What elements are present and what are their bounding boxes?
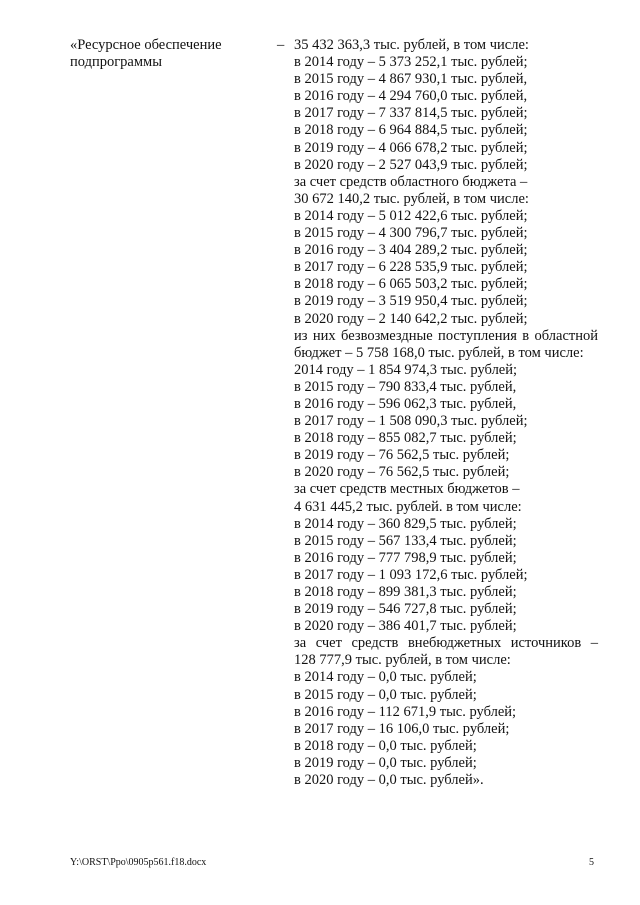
funding-line: 30 672 140,2 тыс. рублей, в том числе: xyxy=(294,190,529,207)
funding-line: из них безвозмездные поступления в областной xyxy=(294,327,598,344)
resource-heading-line-2: подпрограммы xyxy=(70,54,162,71)
funding-details xyxy=(294,37,598,789)
funding-line: 128 777,9 тыс. рублей, в том числе: xyxy=(294,652,511,669)
funding-line: в 2017 году – 1 093 172,6 тыс. рублей; xyxy=(294,566,528,583)
resource-heading-line-1: «Ресурсное обеспечение xyxy=(70,37,222,53)
funding-line: в 2015 году – 0,0 тыс. рублей; xyxy=(294,686,477,703)
page-number: 5 xyxy=(589,857,594,868)
funding-line: в 2018 году – 855 082,7 тыс. рублей; xyxy=(294,430,517,447)
funding-line: в 2014 году – 5 012 422,6 тыс. рублей; xyxy=(294,207,528,224)
funding-line: в 2015 году – 4 300 796,7 тыс. рублей; xyxy=(294,225,528,242)
funding-line: 4 631 445,2 тыс. рублей. в том числе: xyxy=(294,498,522,515)
funding-line: за счет средств внебюджетных источников – xyxy=(294,635,598,652)
funding-line: в 2019 году – 546 727,8 тыс. рублей; xyxy=(294,601,517,618)
funding-line: в 2018 году – 0,0 тыс. рублей; xyxy=(294,737,477,754)
funding-line: в 2019 году – 0,0 тыс. рублей; xyxy=(294,754,477,771)
footer-file-path: Y:\ORST\Ppo\0905p561.f18.docx xyxy=(70,857,207,868)
funding-line: в 2020 году – 0,0 тыс. рублей». xyxy=(294,772,484,789)
funding-line: в 2017 году – 7 337 814,5 тыс. рублей; xyxy=(294,105,528,122)
funding-line: в 2015 году – 4 867 930,1 тыс. рублей, xyxy=(294,71,528,88)
funding-line: в 2015 году – 567 133,4 тыс. рублей; xyxy=(294,532,517,549)
funding-line: бюджет – 5 758 168,0 тыс. рублей, в том числе: xyxy=(294,344,584,361)
funding-line: в 2016 году – 4 294 760,0 тыс. рублей, xyxy=(294,88,528,105)
funding-line: в 2017 году – 6 228 535,9 тыс. рублей; xyxy=(294,259,528,276)
funding-line: в 2017 году – 1 508 090,3 тыс. рублей; xyxy=(294,413,528,430)
funding-line: в 2020 году – 2 527 043,9 тыс. рублей; xyxy=(294,156,528,173)
resource-heading xyxy=(70,37,260,71)
funding-line: в 2017 году – 16 106,0 тыс. рублей; xyxy=(294,720,510,737)
funding-line: в 2015 году – 790 833,4 тыс. рублей, xyxy=(294,378,517,395)
funding-line: в 2020 году – 386 401,7 тыс. рублей; xyxy=(294,618,517,635)
funding-line: в 2019 году – 3 519 950,4 тыс. рублей; xyxy=(294,293,528,310)
funding-line: в 2016 году – 3 404 289,2 тыс. рублей; xyxy=(294,242,528,259)
funding-line: в 2020 году – 2 140 642,2 тыс. рублей; xyxy=(294,310,528,327)
funding-line: в 2016 году – 596 062,3 тыс. рублей, xyxy=(294,395,517,412)
funding-line: в 2014 году – 5 373 252,1 тыс. рублей; xyxy=(294,54,528,71)
funding-line: в 2019 году – 4 066 678,2 тыс. рублей; xyxy=(294,139,528,156)
funding-line: за счет средств областного бюджета – xyxy=(294,173,528,190)
funding-line: за счет средств местных бюджетов – xyxy=(294,481,520,498)
funding-line: в 2018 году – 6 964 884,5 тыс. рублей; xyxy=(294,122,528,139)
funding-line: в 2020 году – 76 562,5 тыс. рублей; xyxy=(294,464,510,481)
funding-line: 2014 году – 1 854 974,3 тыс. рублей; xyxy=(294,361,518,378)
funding-line: в 2018 году – 899 381,3 тыс. рублей; xyxy=(294,584,517,600)
heading-dash: – xyxy=(277,37,285,53)
funding-line: в 2016 году – 112 671,9 тыс. рублей; xyxy=(294,703,517,720)
funding-line: в 2014 году – 360 829,5 тыс. рублей; xyxy=(294,515,517,532)
funding-line: 35 432 363,3 тыс. рублей, в том числе: xyxy=(294,37,529,53)
funding-line: в 2014 году – 0,0 тыс. рублей; xyxy=(294,669,477,686)
funding-line: в 2018 году – 6 065 503,2 тыс. рублей; xyxy=(294,276,528,293)
funding-line: в 2019 году – 76 562,5 тыс. рублей; xyxy=(294,447,510,464)
funding-line: в 2016 году – 777 798,9 тыс. рублей; xyxy=(294,549,517,566)
